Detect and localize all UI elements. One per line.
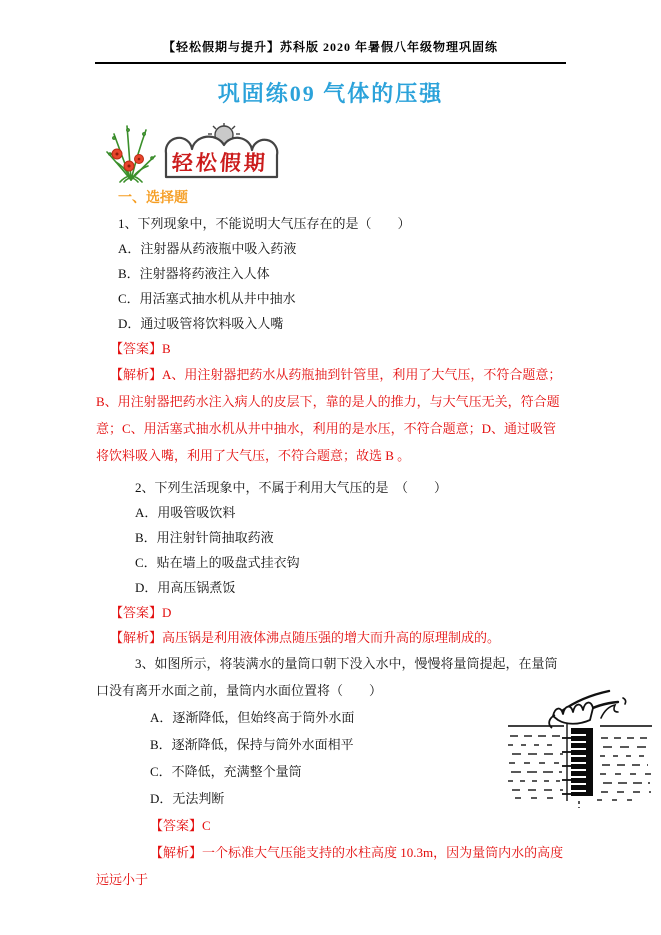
question-3-option-c: C．不降低，充满整个量筒 — [150, 764, 302, 779]
question-1-stem: 1、下列现象中，不能说明大气压存在的是（ ） — [118, 216, 411, 231]
header-divider — [95, 62, 566, 64]
holiday-badge — [160, 122, 284, 180]
question-3-option-b: B．逐渐降低，保持与筒外水面相平 — [150, 737, 354, 752]
question-3-stem: 3、如图所示，将装满水的量筒口朝下没入水中，慢慢将量筒提起，在量筒口没有离开水面之前，量筒内水面位置将（ ） — [96, 656, 558, 698]
measuring-cylinder-figure — [505, 688, 655, 822]
question-2-option-c: C．贴在墙上的吸盘式挂衣钩 — [135, 555, 300, 570]
question-3-analysis: 【解析】一个标准大气压能支持的水柱高度 10.3m，因为量筒内水的高度远远小于 — [96, 845, 564, 887]
badge-text: 轻松假期 — [171, 151, 269, 175]
question-2-answer: 【答案】D — [110, 605, 172, 620]
question-1-answer: 【答案】B — [110, 341, 171, 356]
question-2-option-b: B．用注射针筒抽取药液 — [135, 530, 274, 545]
worksheet-body — [96, 186, 565, 893]
question-2-stem: 2、下列生活现象中，不属于利用大气压的是 （ ） — [135, 480, 448, 495]
question-2-analysis: 【解析】高压锅是利用液体沸点随压强的增大而升高的原理制成的。 — [110, 630, 501, 645]
question-1-option-d: D．通过吸管将饮料吸入人嘴 — [118, 316, 284, 331]
question-1-option-c: C．用活塞式抽水机从井中抽水 — [118, 291, 296, 306]
question-3-option-d: D．无法判断 — [150, 791, 225, 806]
section-title: 一、选择题 — [118, 191, 188, 206]
flower-icon — [102, 116, 160, 186]
question-3-option-a: A．逐渐降低，但始终高于筒外水面 — [150, 710, 355, 725]
question-1-option-b: B．注射器将药液注入人体 — [118, 266, 270, 281]
question-1-analysis: 【解析】A、用注射器把药水从药瓶抽到针管里，利用了大气压，不符合题意；B、用注射器把药水注入病人的皮层下，靠的是人的推力，与大气压无关，符合题意；C、用活塞式抽水机从井中抽水，利用的是水压，不符合题意；D、通过吸管将饮料吸入嘴，利用了大气压，不符合题意；故选 B 。 — [96, 367, 562, 463]
question-3-answer: 【答案】C — [150, 818, 211, 833]
document-header: 【轻松假期与提升】苏科版 2020 年暑假八年级物理巩固练 — [162, 40, 498, 54]
question-2-option-a: A．用吸管吸饮料 — [135, 505, 236, 520]
question-1-option-a: A．注射器从药液瓶中吸入药液 — [118, 241, 297, 256]
page-title: 巩固练09 气体的压强 — [217, 81, 444, 106]
question-2-option-d: D．用高压锅煮饭 — [135, 580, 236, 595]
